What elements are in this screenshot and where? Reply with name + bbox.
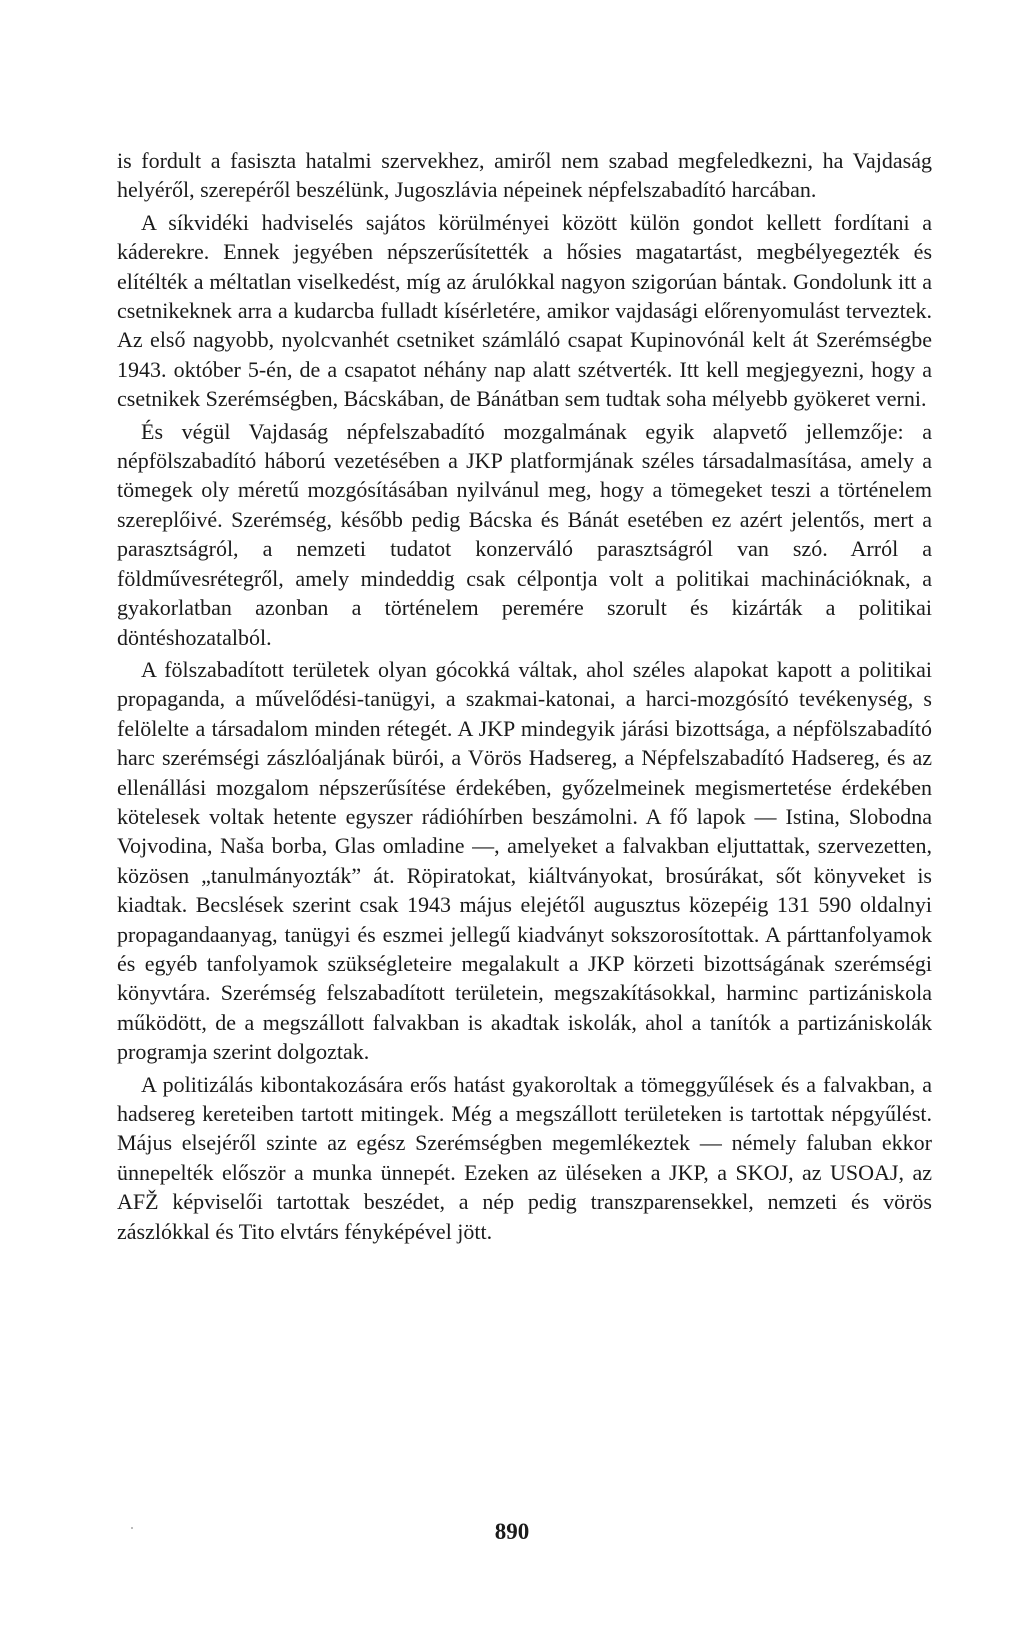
page-number: 890	[494, 1519, 530, 1544]
paragraph-1: is fordult a fasiszta hatalmi szervekhez, amiről nem szabad megfeledkezni, ha Vajdaság helyéről, szerepéről beszélünk, Jugoszlávia népeinek népfelszabadító harcában.	[117, 148, 932, 203]
paragraph-4: A fölszabadított területek olyan gócokká váltak, ahol széles alapokat kapott a politikai propaganda, a művelődési-tanügyi, a szakmai-katonai, a harci-mozgósító tevékenység, s felölelte a társadalom minden rétegét. A JKP mindegyik járási bizottsága, a népfölszabadító harc szerémségi zászlóaljának bürói, a Vörös Hadsereg, a Népfelszabadító Hadsereg, és az ellenállási mozgalom népszerűsítése érdekében, győzelmeinek megismertetése érdekében kötelesek voltak hetente egyszer rádióhírben beszámolni. A fő lapok — Istina, Slobodna Vojvodina, Naša borba, Glas omladine —, amelyeket a falvakban eljuttattak, szervezetten, közösen „tanulmányozták” át. Röpiratokat, kiáltványokat, brosúrákat, sőt könyveket is kiadtak. Becslések szerint csak 1943 május elejétől augusztus közepéig 131 590 oldalnyi propagandaanyag, tanügyi és eszmei jellegű kiadványt sokszorosítottak. A párttanfolyamok és egyéb tanfolyamok szükségleteire megalakult a JKP körzeti bizottságának szerémségi könyvtára. Szerémség felszabadított területein, megszakításokkal, harminc partizániskola működött, de a megszállott falvakban is akadtak iskolák, ahol a tanítók a partizániskolák programja szerint dolgoztak.	[117, 656, 932, 1065]
paragraph-5: A politizálás kibontakozására erős hatást gyakoroltak a tömeggyűlések és a falvakban, a hadsereg kereteiben tartott mitingek. Még a megszállott területeken is tartottak népgyűlést. Május elsejéről szinte az egész Szerémségben megemlékeztek — némely faluban ekkor ünnepelték először a munka ünnepét. Ezeken az üléseken a JKP, a SKOJ, az USOAJ, az AFŽ képviselői tartottak beszédet, a nép pedig transzparensekkel, nemzeti és vörös zászlókkal és Tito elvtárs fényképével jött.	[117, 1071, 932, 1244]
paragraph-2: A síkvidéki hadviselés sajátos körülményei között külön gondot kellett fordítani a káderekre. Ennek jegyében népszerűsítették a hősies magatartást, megbélyegezték és elítélték a méltatlan viselkedést, míg az árulókkal nagyon szigorúan bántak. Gondolunk itt a csetnikeknek arra a kudarcba fulladt kísérletére, amikor vajdasági előrenyomulást terveztek. Az első nagyobb, nyolcvanhét csetniket számláló csapat Kupinovónál kelt át Szerémségbe 1943. október 5-én, de a csapatot néhány nap alatt szétverték. Itt kell megjegyezni, hogy a csetnikek Szerémségben, Bácskában, de Bánátban sem tudtak soha mélyebb gyökeret verni.	[117, 209, 932, 412]
body-text	[117, 146, 932, 1246]
paragraph-3: És végül Vajdaság népfelszabadító mozgalmának egyik alapvető jellemzője: a népfölszabadító háború vezetésében a JKP platformjának széles társadalmasítása, amely a tömegek oly méretű mozgósításában nyilvánul meg, hogy a tömegeket teszi a történelem szereplőivé. Szerémség, később pedig Bácska és Bánát esetében ez azért jelentős, mert a parasztságról, a nemzeti tudatot konzerváló parasztságról van szó. Arról a földművesrétegről, amely mindeddig csak célpontja volt a politikai machinációknak, a gyakorlatban azonban a történelem peremére szorult és kizárták a politikai döntéshozatalból.	[117, 418, 932, 650]
